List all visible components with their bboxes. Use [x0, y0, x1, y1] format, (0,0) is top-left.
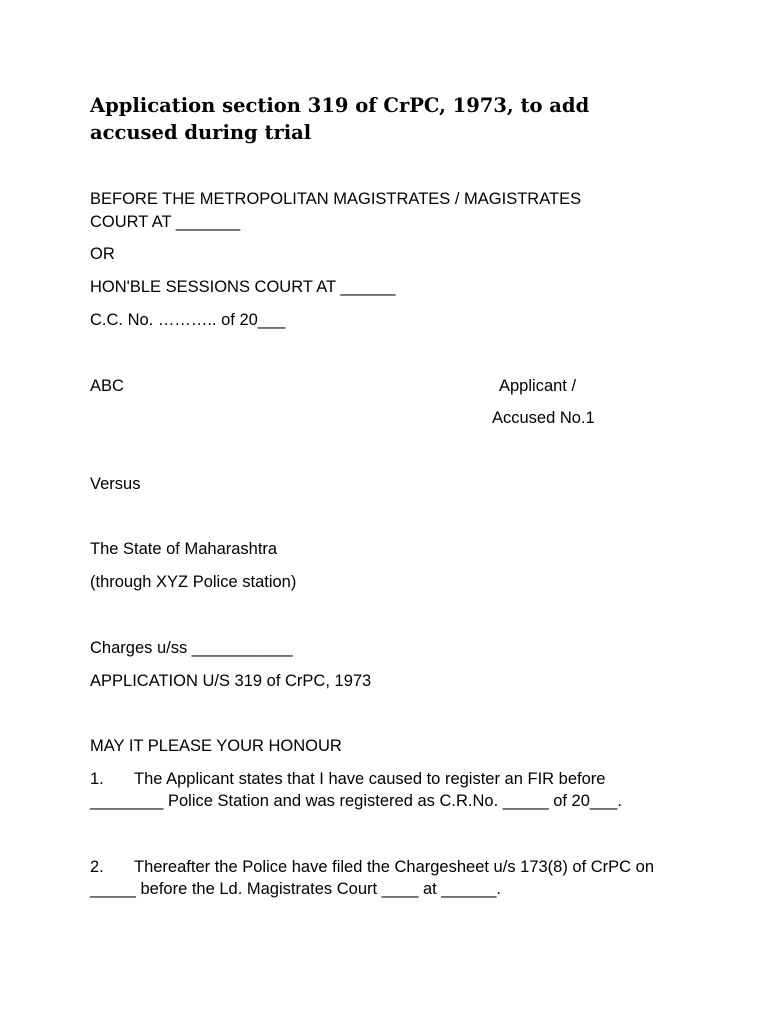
document-title: Application section 319 of CrPC, 1973, to add accused during trial — [90, 94, 590, 144]
respondent-via: (through XYZ Police station) — [90, 573, 297, 591]
applicant-role-1: Applicant / — [499, 377, 577, 395]
versus-text: Versus — [90, 475, 141, 493]
paragraph-1 — [90, 768, 680, 812]
paragraph-text: The Applicant states that I have caused to register an FIR before ________ Police Station and was registered as C.R.No. _____ of 20___. — [90, 770, 623, 810]
applicant-name: ABC — [90, 377, 124, 395]
applicant-role-2: Accused No.1 — [492, 409, 595, 427]
charges-line: Charges u/ss ___________ — [90, 639, 293, 657]
paragraph-2 — [90, 856, 680, 900]
paragraph-text: Thereafter the Police have filed the Chargesheet u/s 173(8) of CrPC on _____ before the Ld. Magistrates Court ____ at ______. — [90, 858, 655, 898]
court-line-2: COURT AT _______ — [90, 213, 241, 231]
application-heading: APPLICATION U/S 319 of CrPC, 1973 — [90, 672, 372, 690]
sessions-court-line: HON'BLE SESSIONS COURT AT ______ — [90, 278, 396, 296]
salutation: MAY IT PLEASE YOUR HONOUR — [90, 737, 342, 755]
or-text: OR — [90, 245, 115, 263]
case-number: C.C. No. ……….. of 20___ — [90, 311, 286, 329]
paragraph-number: 1. — [90, 770, 104, 788]
court-line-1: BEFORE THE METROPOLITAN MAGISTRATES / MAGISTRATES — [90, 190, 582, 208]
paragraph-number: 2. — [90, 858, 104, 876]
respondent-name: The State of Maharashtra — [90, 540, 278, 558]
